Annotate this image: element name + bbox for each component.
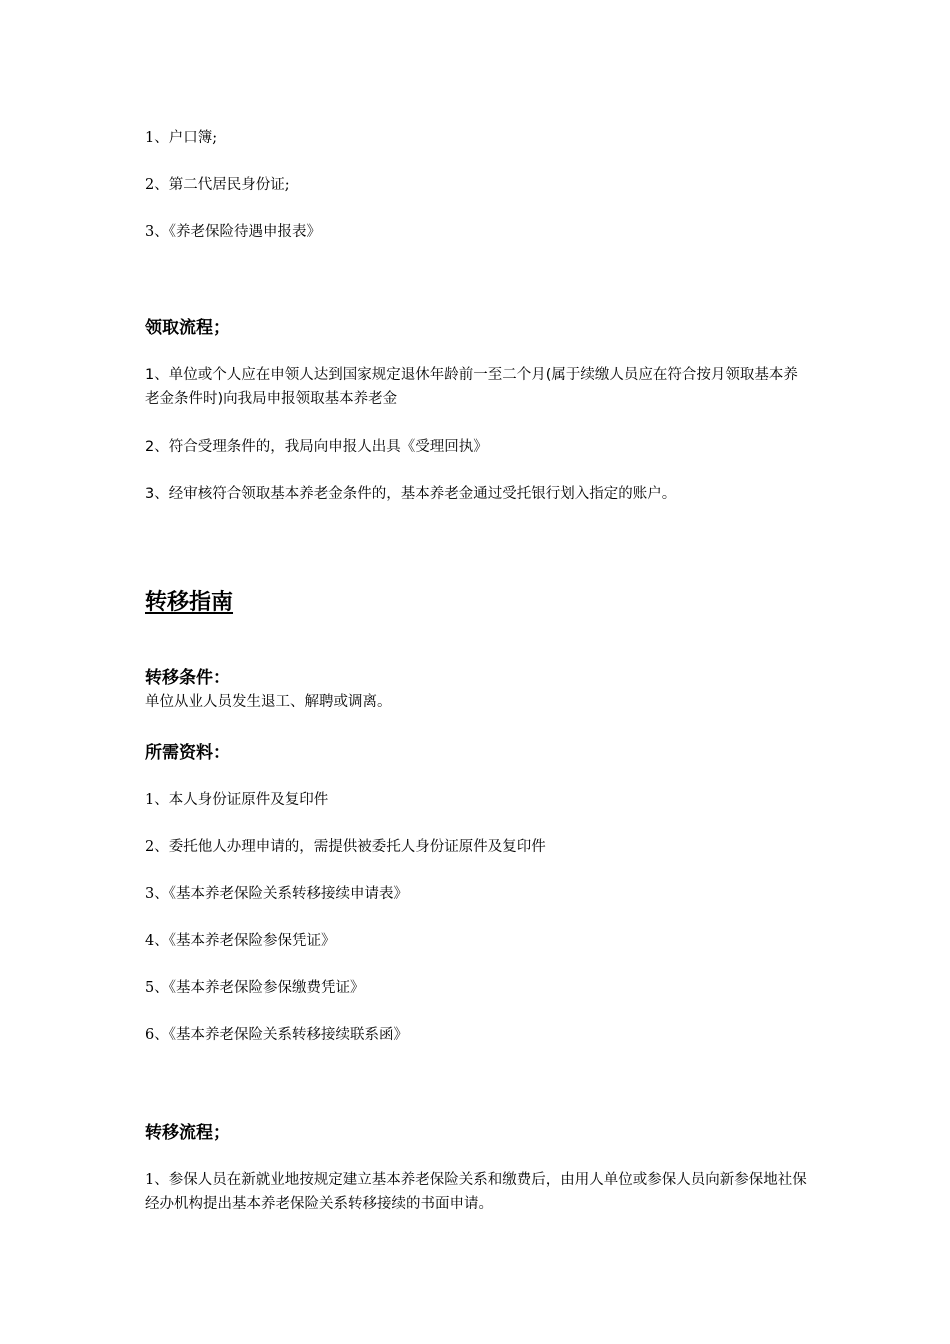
material-item-3: 3、《养老保险待遇申报表》 — [145, 224, 321, 240]
transfer-material-2: 2、委托他人办理申请的，需提供被委托人身份证原件及复印件 — [145, 839, 546, 855]
transfer-process-step-1: 1、参保人员在新就业地按规定建立基本养老保险关系和缴费后，由用人单位或参保人员向新参保地社保经办机构提出基本养老保险关系转移接续的书面申请。 — [145, 1172, 807, 1212]
transfer-material-1: 1、本人身份证原件及复印件 — [145, 792, 329, 808]
transfer-process-heading: 转移流程； — [145, 1123, 230, 1143]
claim-step-1: 1、单位或个人应在申领人达到国家规定退休年龄前一至二个月(属于续缴人员应在符合按月领取基本养老金条件时)向我局申报领取基本养老金 — [145, 367, 798, 407]
transfer-material-5: 5、《基本养老保险参保缴费凭证》 — [145, 980, 365, 996]
transfer-material-4: 4、《基本养老保险参保凭证》 — [145, 933, 336, 949]
claim-process-heading: 领取流程； — [145, 318, 230, 338]
transfer-material-3: 3、《基本养老保险关系转移接续申请表》 — [145, 886, 408, 902]
claim-step-2: 2、符合受理条件的，我局向申报人出具《受理回执》 — [145, 439, 488, 455]
claim-step-3: 3、经审核符合领取基本养老金条件的，基本养老金通过受托银行划入指定的账户。 — [145, 486, 677, 502]
transfer-material-6: 6、《基本养老保险关系转移接续联系函》 — [145, 1027, 408, 1043]
transfer-materials-heading: 所需资料： — [145, 743, 230, 763]
material-item-2: 2、第二代居民身份证; — [145, 177, 290, 193]
transfer-guide-title: 转移指南 — [145, 590, 234, 615]
material-item-1: 1、户口簿; — [145, 130, 218, 146]
transfer-conditions-text: 单位从业人员发生退工、解聘或调离。 — [145, 694, 392, 710]
transfer-conditions-heading: 转移条件： — [145, 668, 230, 688]
